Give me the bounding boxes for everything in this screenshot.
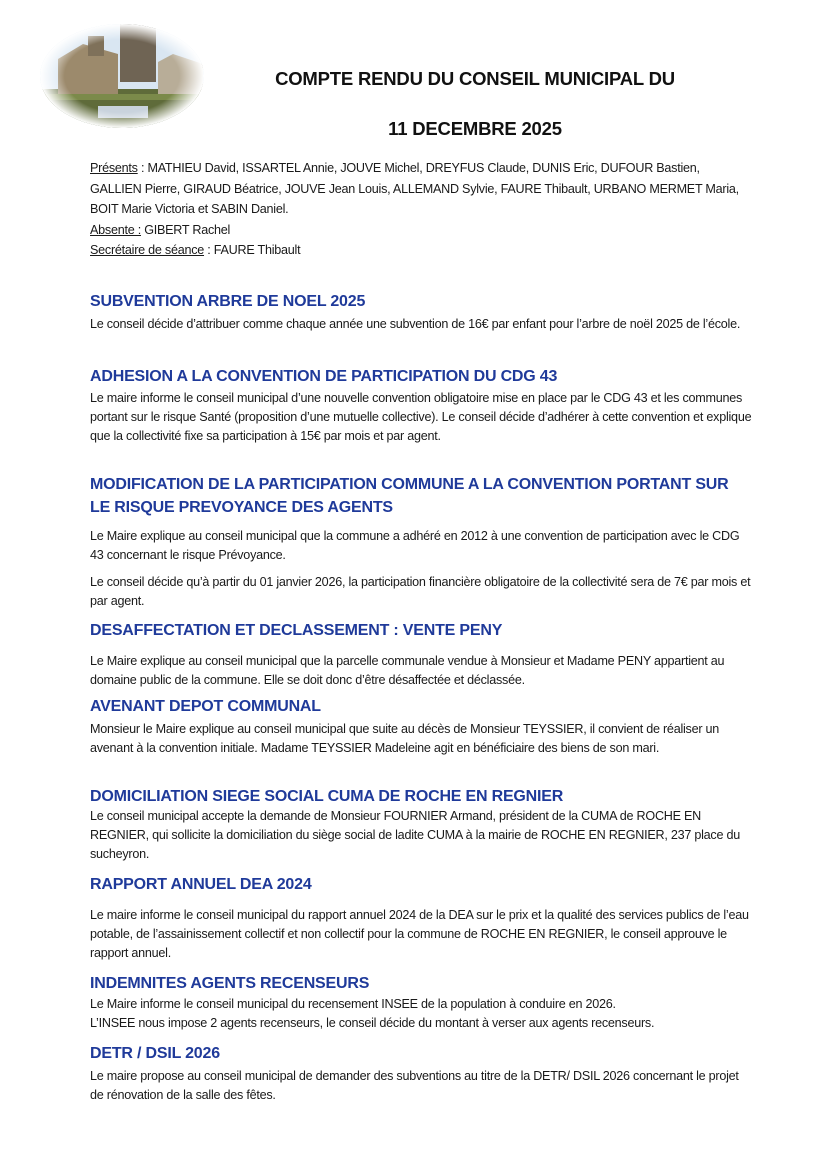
paragraph: Le Maire explique au conseil municipal que la parcelle communale vendue à Monsieur et Madame PENY appartient au domaine public de la commune. Elle se doit donc d’être désaffectée et déclassée. <box>90 654 725 687</box>
absent-list: GIBERT Rachel <box>140 222 231 237</box>
present-list: : MATHIEU David, ISSARTEL Annie, JOUVE Michel, DREYFUS Claude, DUNIS Eric, DUFOUR Bastien, GALLIEN Pierre, GIRAUD Béatrice, JOUVE Jean Louis, ALLEMAND Sylvie, FAURE Thibault, URBANO MERMET Maria, BOIT Marie Victoria et SABIN Daniel. <box>90 161 739 216</box>
section-heading: DOMICILIATION SIEGE SOCIAL CUMA DE ROCHE EN REGNIER <box>90 788 564 805</box>
page-title: COMPTE RENDU DU CONSEIL MUNICIPAL DU <box>275 68 675 89</box>
section-body <box>90 1067 752 1105</box>
absent-label: Absente : <box>90 222 141 237</box>
secretary-label: Secrétaire de séance <box>90 243 205 257</box>
section-heading: ADHESION A LA CONVENTION DE PARTICIPATION DU CDG 43 <box>90 368 558 385</box>
section-heading: INDEMNITES AGENTS RECENSEURS <box>90 975 370 992</box>
paragraph: Le maire informe le conseil municipal d’une nouvelle convention obligatoire mise en place par le CDG 43 et les communes portant sur le risque Santé (proposition d’une mutuelle collective). Le conseil décide d’adhérer à cette convention et explique que la collectivité fixe sa participation à 15€ par mois et par agent. <box>90 391 752 443</box>
paragraph: Le maire informe le conseil municipal du rapport annuel 2024 de la DEA sur le prix et la qualité des services publics de l’eau potable, de l’assainissement collectif et non collectif pour la commune de ROCHE EN REGNIER, le conseil approuve le rapport annuel. <box>90 908 749 960</box>
section-heading: SUBVENTION ARBRE DE NOEL 2025 <box>90 293 366 310</box>
section-body <box>90 995 752 1033</box>
present-label: Présents <box>90 161 138 175</box>
section-heading: MODIFICATION DE LA PARTICIPATION COMMUNE A LA CONVENTION PORTANT SUR LE RISQUE PREVOYANCE DES AGENTS <box>90 476 729 516</box>
paragraph: Le conseil municipal accepte la demande de Monsieur FOURNIER Armand, président de la CUMA de ROCHE EN REGNIER, qui sollicite la domiciliation du siège social de ladite CUMA à la mairie de ROCHE EN REGNIER, 237 place du sucheyron. <box>90 809 740 861</box>
paragraph: Le Maire informe le conseil municipal du recensement INSEE de la population à conduire en 2026. <box>90 997 616 1011</box>
section-body <box>90 906 752 963</box>
section-body <box>90 315 752 334</box>
paragraph: Le conseil décide qu’à partir du 01 janvier 2026, la participation financière obligatoire de la collectivité sera de 7€ par mois et par agent. <box>90 575 751 608</box>
section-heading: RAPPORT ANNUEL DEA 2024 <box>90 876 312 893</box>
attendance <box>90 158 752 261</box>
section-body <box>90 807 752 864</box>
paragraph: Le Maire explique au conseil municipal que la commune a adhéré en 2012 à une convention de participation avec le CDG 43 concernant le risque Prévoyance. <box>90 529 740 562</box>
paragraph: Le maire propose au conseil municipal de demander des subventions au titre de la DETR/ DSIL 2026 concernant le projet de rénovation de la salle des fêtes. <box>90 1069 739 1102</box>
section-heading: DETR / DSIL 2026 <box>90 1045 220 1062</box>
section-body <box>90 389 752 446</box>
paragraph: Monsieur le Maire explique au conseil municipal que suite au décès de Monsieur TEYSSIER, il convient de réaliser un avenant à la convention initiale. Madame TEYSSIER Madeleine agit en bénéficiaire des biens de son mari. <box>90 722 720 755</box>
section-heading: AVENANT DEPOT COMMUNAL <box>90 698 321 715</box>
paragraph: L’INSEE nous impose 2 agents recenseurs, le conseil décide du montant à verser aux agents recenseurs. <box>90 1016 655 1030</box>
section-body <box>90 652 752 690</box>
secretary-name: : FAURE Thibault <box>204 243 301 257</box>
section-body <box>90 527 752 611</box>
village-logo-image <box>38 14 206 130</box>
page-title-date: 11 DECEMBRE 2025 <box>388 118 562 139</box>
paragraph: Le conseil décide d’attribuer comme chaque année une subvention de 16€ par enfant pour l’arbre de noël 2025 de l’école. <box>90 317 741 331</box>
section-heading: DESAFFECTATION ET DECLASSEMENT : VENTE PENY <box>90 622 503 639</box>
section-body <box>90 720 752 758</box>
